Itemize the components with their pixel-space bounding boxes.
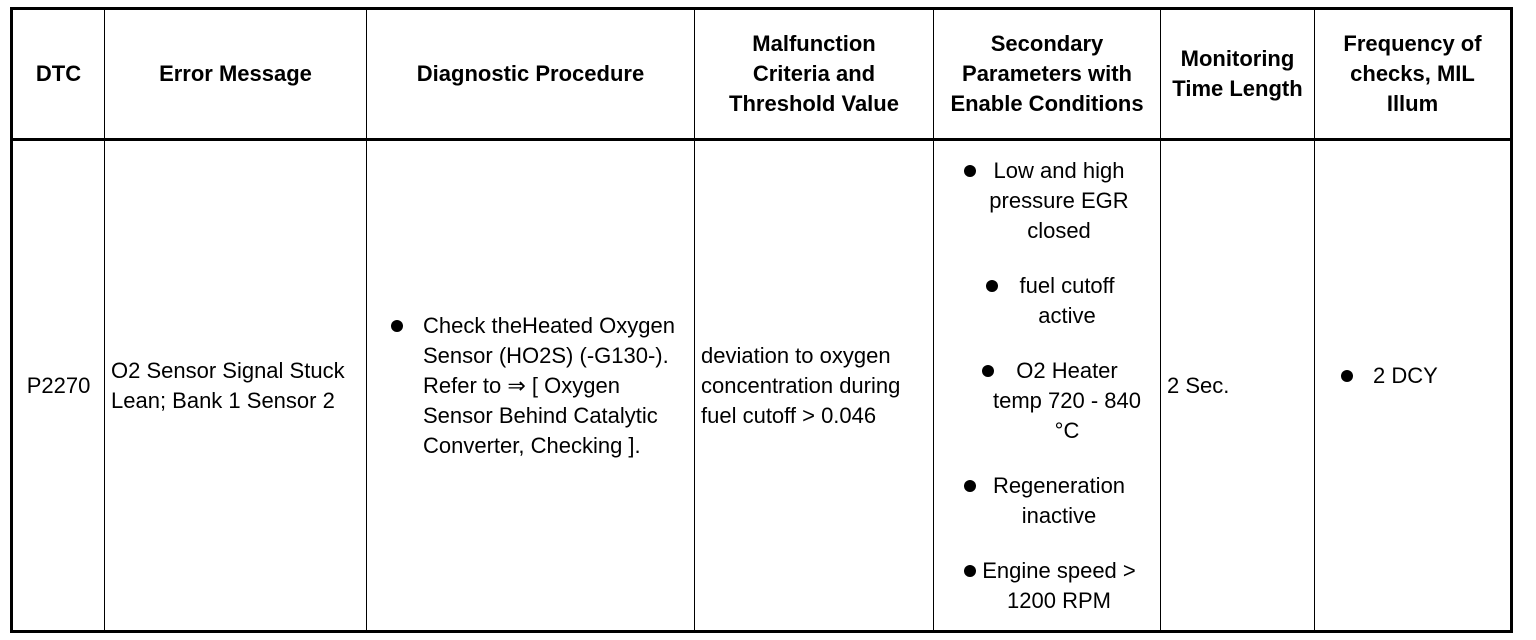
- cell-error-message: O2 Sensor Signal Stuck Lean; Bank 1 Sensor 2: [105, 140, 367, 632]
- dtc-table: [10, 7, 1513, 633]
- procedure-list: [367, 311, 694, 461]
- header-error-message-label: Error Message: [159, 61, 312, 86]
- enable-condition-item: [940, 271, 1154, 331]
- enable-condition-text: O2 Heater temp 720 - 840 °C: [993, 357, 1141, 443]
- frequency-list: [1315, 361, 1510, 391]
- enable-condition-text: Regeneration inactive: [992, 472, 1126, 528]
- enable-condition-item: [940, 471, 1154, 531]
- procedure-text: Check theHeated Oxygen Sensor (HO2S) (-G130-). Refer to ⇒ [ Oxygen Sensor Behind Catalytic Converter, Checking ].: [423, 312, 675, 458]
- bullet-icon: [1341, 370, 1353, 382]
- header-dtc: [12, 9, 105, 140]
- bullet-icon: [391, 320, 403, 332]
- header-row: [12, 9, 1512, 140]
- frequency-item: [1315, 361, 1510, 391]
- bullet-icon: [986, 280, 998, 292]
- header-dtc-label: DTC: [35, 61, 82, 86]
- header-monitoring-time-label: Monitoring Time Length: [1172, 46, 1303, 101]
- cell-frequency: [1315, 140, 1512, 632]
- cell-diagnostic-procedure: [367, 140, 695, 632]
- header-monitoring-time: [1161, 9, 1315, 140]
- enable-condition-item: [940, 556, 1154, 616]
- header-error-message: [105, 9, 367, 140]
- cell-monitoring-time: 2 Sec.: [1161, 140, 1315, 632]
- header-malfunction-criteria: [695, 9, 934, 140]
- procedure-item: [367, 311, 694, 461]
- enable-condition-text: Low and high pressure EGR closed: [989, 157, 1129, 243]
- table-header: [12, 9, 1512, 140]
- cell-dtc: P2270: [12, 140, 105, 632]
- bullet-icon: [982, 365, 994, 377]
- enable-condition-text: Engine speed > 1200 RPM: [982, 557, 1136, 613]
- table-body: [12, 140, 1512, 632]
- cell-malfunction-criteria: deviation to oxygen concentration during fuel cutoff > 0.046: [695, 140, 934, 632]
- bullet-icon: [964, 565, 976, 577]
- header-secondary-parameters-label: Secondary Parameters with Enable Conditions: [950, 31, 1144, 116]
- enable-condition-item: [940, 356, 1154, 446]
- frequency-text: 2 DCY: [1373, 363, 1438, 388]
- header-frequency: [1315, 9, 1512, 140]
- header-frequency-label: Frequency of checks, MIL Illum: [1343, 31, 1482, 116]
- header-secondary-parameters: [934, 9, 1161, 140]
- enable-condition-text: fuel cutoff active: [1019, 272, 1115, 328]
- enable-condition-item: [940, 156, 1154, 246]
- header-malfunction-criteria-label: Malfunction Criteria and Threshold Value: [729, 31, 899, 116]
- header-diagnostic-procedure-label: Diagnostic Procedure: [416, 61, 645, 86]
- enable-conditions-list: [934, 156, 1160, 616]
- bullet-icon: [964, 165, 976, 177]
- header-diagnostic-procedure: [367, 9, 695, 140]
- bullet-icon: [964, 480, 976, 492]
- cell-secondary-parameters: [934, 140, 1161, 632]
- table-row: [12, 140, 1512, 632]
